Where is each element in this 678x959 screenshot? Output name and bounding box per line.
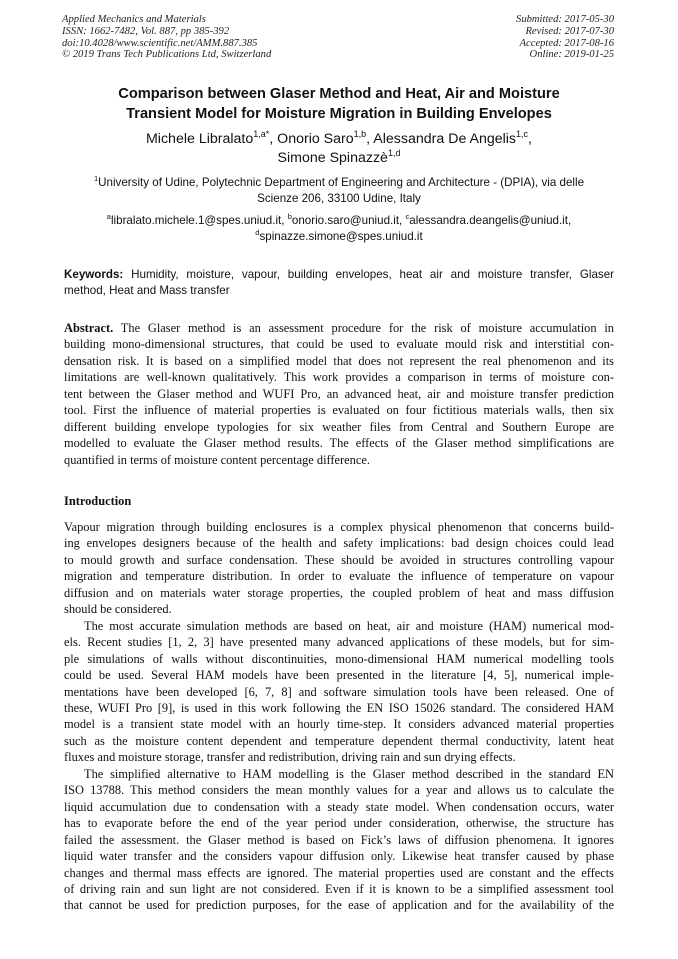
affiliation-line: University of Udine, Polytechnic Department of Engineering and Architecture - (DPIA), via delle — [98, 176, 585, 189]
revised-date: Revised: 2017-07-30 — [525, 25, 614, 37]
body-line: The most accurate simulation methods are based on heat, air and moisture (HAM) numerical mod- — [84, 618, 614, 633]
email-marker: a — [106, 212, 111, 221]
body-line: model is a transient state model with an hourly time-step. It considers advanced material properties — [64, 717, 614, 732]
author-affil-marker: 1,b — [353, 129, 367, 139]
body-line: Vapour migration through building enclosures is a complex physical phenomenon that concerns build- — [64, 520, 614, 534]
body-line: The simplified alternative to HAM modelling is the Glaser method described in the standard EN — [84, 766, 614, 781]
body-line: diffusion and on materials water storage properties, the coupled problem of heat and mass diffusion — [64, 585, 614, 600]
journal-header — [62, 14, 271, 61]
author-affil-marker: 1,d — [387, 148, 401, 158]
body-line: failed the assessment. the Glaser method is based on Fick’s laws of diffusion phenomena. It ignores — [64, 832, 614, 847]
abstract-line: The Glaser method is an assessment procedure for the risk of moisture accumulation in — [113, 321, 614, 335]
journal-issn: ISSN: 1662-7482, Vol. 887, pp 385-392 — [62, 25, 230, 37]
affiliation-marker: 1 — [93, 174, 99, 183]
introduction-body — [64, 519, 614, 914]
author-separator: , — [528, 131, 532, 147]
body-line: mentations have been developed [6, 7, 8] and software simulation tools have been released. One of — [64, 684, 614, 699]
abstract-label: Abstract. — [64, 321, 114, 335]
email-link[interactable]: spinazze.simone@spes.uniud.it — [259, 230, 423, 243]
abstract-line: tent between the Glaser method and WUFI Pro, an advanced heat, air and moisture transfer prediction — [64, 386, 614, 401]
submitted-date: Submitted: 2017-05-30 — [516, 14, 614, 25]
body-line: ple simulations of walls without discontinuities, mono-dimensional HAM numerical modelling tools — [64, 651, 614, 666]
affiliation — [60, 175, 618, 207]
body-line: these, WUFI Pro [9], is used in this work following the EN ISO 15026 standard. The considered HAM — [64, 700, 614, 715]
introduction-heading: Introduction — [64, 494, 132, 508]
author-name: Onorio Saro — [277, 131, 354, 147]
affiliation-line: Scienze 206, 33100 Udine, Italy — [257, 192, 421, 205]
title-line: Transient Model for Moisture Migration in Building Envelopes — [126, 105, 552, 122]
email-link[interactable]: libralato.michele.1@spes.uniud.it, — [110, 214, 288, 227]
abstract-line: densation risk. It is based on a simplified model that does not represent the real phenomenon and its — [64, 353, 614, 368]
journal-copyright: © 2019 Trans Tech Publications Ltd, Switzerland — [62, 49, 272, 61]
body-line: ISO 13788. This method considers the mean monthly values for a year and allows us to calculate the — [64, 783, 614, 798]
paper-title — [60, 85, 618, 124]
body-line: such as the moisture content dependent and temperature dependent thermal conductivity, latent heat — [64, 733, 614, 748]
email-marker: b — [287, 212, 292, 221]
keywords-label: Keywords: — [64, 268, 124, 281]
abstract-line: limitations are well-known qualitatively. This work provides a comparison in terms of moisture con- — [64, 370, 614, 385]
abstract-line: quantified in terms of moisture content percentage difference. — [64, 452, 370, 467]
body-line: els. Recent studies [1, 2, 3] have presented many advanced applications of these models, but for sim- — [64, 635, 614, 650]
body-line: has to evaporate before the end of the year period under consideration, otherwise, the structure has — [64, 816, 614, 831]
journal-doi[interactable]: doi:10.4028/www.scientific.net/AMM.887.385 — [62, 37, 258, 49]
title-line: Comparison between Glaser Method and Heat, Air and Moisture — [118, 86, 560, 102]
journal-name: Applied Mechanics and Materials — [62, 14, 206, 25]
dates-header — [516, 14, 614, 61]
body-line: liquid water transfer and the considers vapour diffusion only. Likewise heat transfer caused by phase — [64, 849, 614, 864]
body-line: changes and thermal mass effects are ignored. The material properties used are constant and the effects — [64, 865, 614, 880]
body-line: migration and temperature distribution. In order to evaluate the influence of temperature on vapour — [64, 569, 614, 584]
body-line: should be considered. — [64, 602, 172, 617]
author-emails — [60, 213, 618, 245]
author-separator: , — [269, 131, 278, 147]
abstract-line: tool. First the influence of material properties is evaluated on four fictitious materials walls, then six — [64, 403, 614, 418]
abstract-line: different building envelope typologies for six weather files from Central and Southern Europe are — [64, 419, 614, 434]
keywords-text: method, Heat and Mass transfer — [64, 284, 230, 297]
body-line: could be used. Several HAM models have been presented in the literature [4, 5], numerical imple- — [64, 668, 614, 683]
author-name: Alessandra De Angelis — [373, 131, 517, 147]
abstract-line: modelled to evaluate the Glaser method results. The effects of the Glaser method simplifications are — [64, 436, 614, 451]
email-link[interactable]: alessandra.deangelis@uniud.it, — [409, 214, 572, 227]
author-affil-marker: 1,a* — [253, 129, 270, 139]
author-list — [60, 130, 618, 168]
accepted-date: Accepted: 2017-08-16 — [519, 37, 614, 49]
body-line: of driving rain and sun light are not considered. Even if it is known to be a simplified assessment tool — [64, 881, 614, 896]
author-name: Michele Libralato — [145, 131, 254, 147]
abstract-line: building mono-dimensional structures, that could be used to evaluate mould risk and interstitial con- — [64, 337, 614, 352]
body-line: ing envelopes designers because of the health and safety implications: bad design choices could lead — [64, 536, 614, 551]
author-name: Simone Spinazzè — [277, 150, 388, 166]
email-marker: d — [255, 228, 260, 237]
email-marker: c — [405, 212, 410, 221]
body-line: to mould growth and surface condensation. These should be avoided in structures controlling vapour — [64, 552, 614, 567]
email-link[interactable]: onorio.saro@uniud.it, — [291, 214, 406, 227]
online-date: Online: 2019-01-25 — [529, 49, 614, 61]
body-line: that cannot be used for prediction purposes, for the ease of application and for the availability of the — [64, 898, 614, 913]
abstract-section — [64, 320, 614, 468]
body-line: fluxes and moisture storage, transfer and redistribution, driving rain and sun drying effects. — [64, 750, 516, 765]
body-line: liquid accumulation due to condensation with a steady state model. When condensation occurs, water — [64, 799, 614, 814]
keywords-text: Humidity, moisture, vapour, building envelopes, heat air and moisture transfer, Glaser — [123, 268, 614, 281]
author-separator: , — [366, 131, 374, 147]
author-affil-marker: 1,c — [516, 129, 529, 139]
keywords-section — [64, 267, 614, 299]
